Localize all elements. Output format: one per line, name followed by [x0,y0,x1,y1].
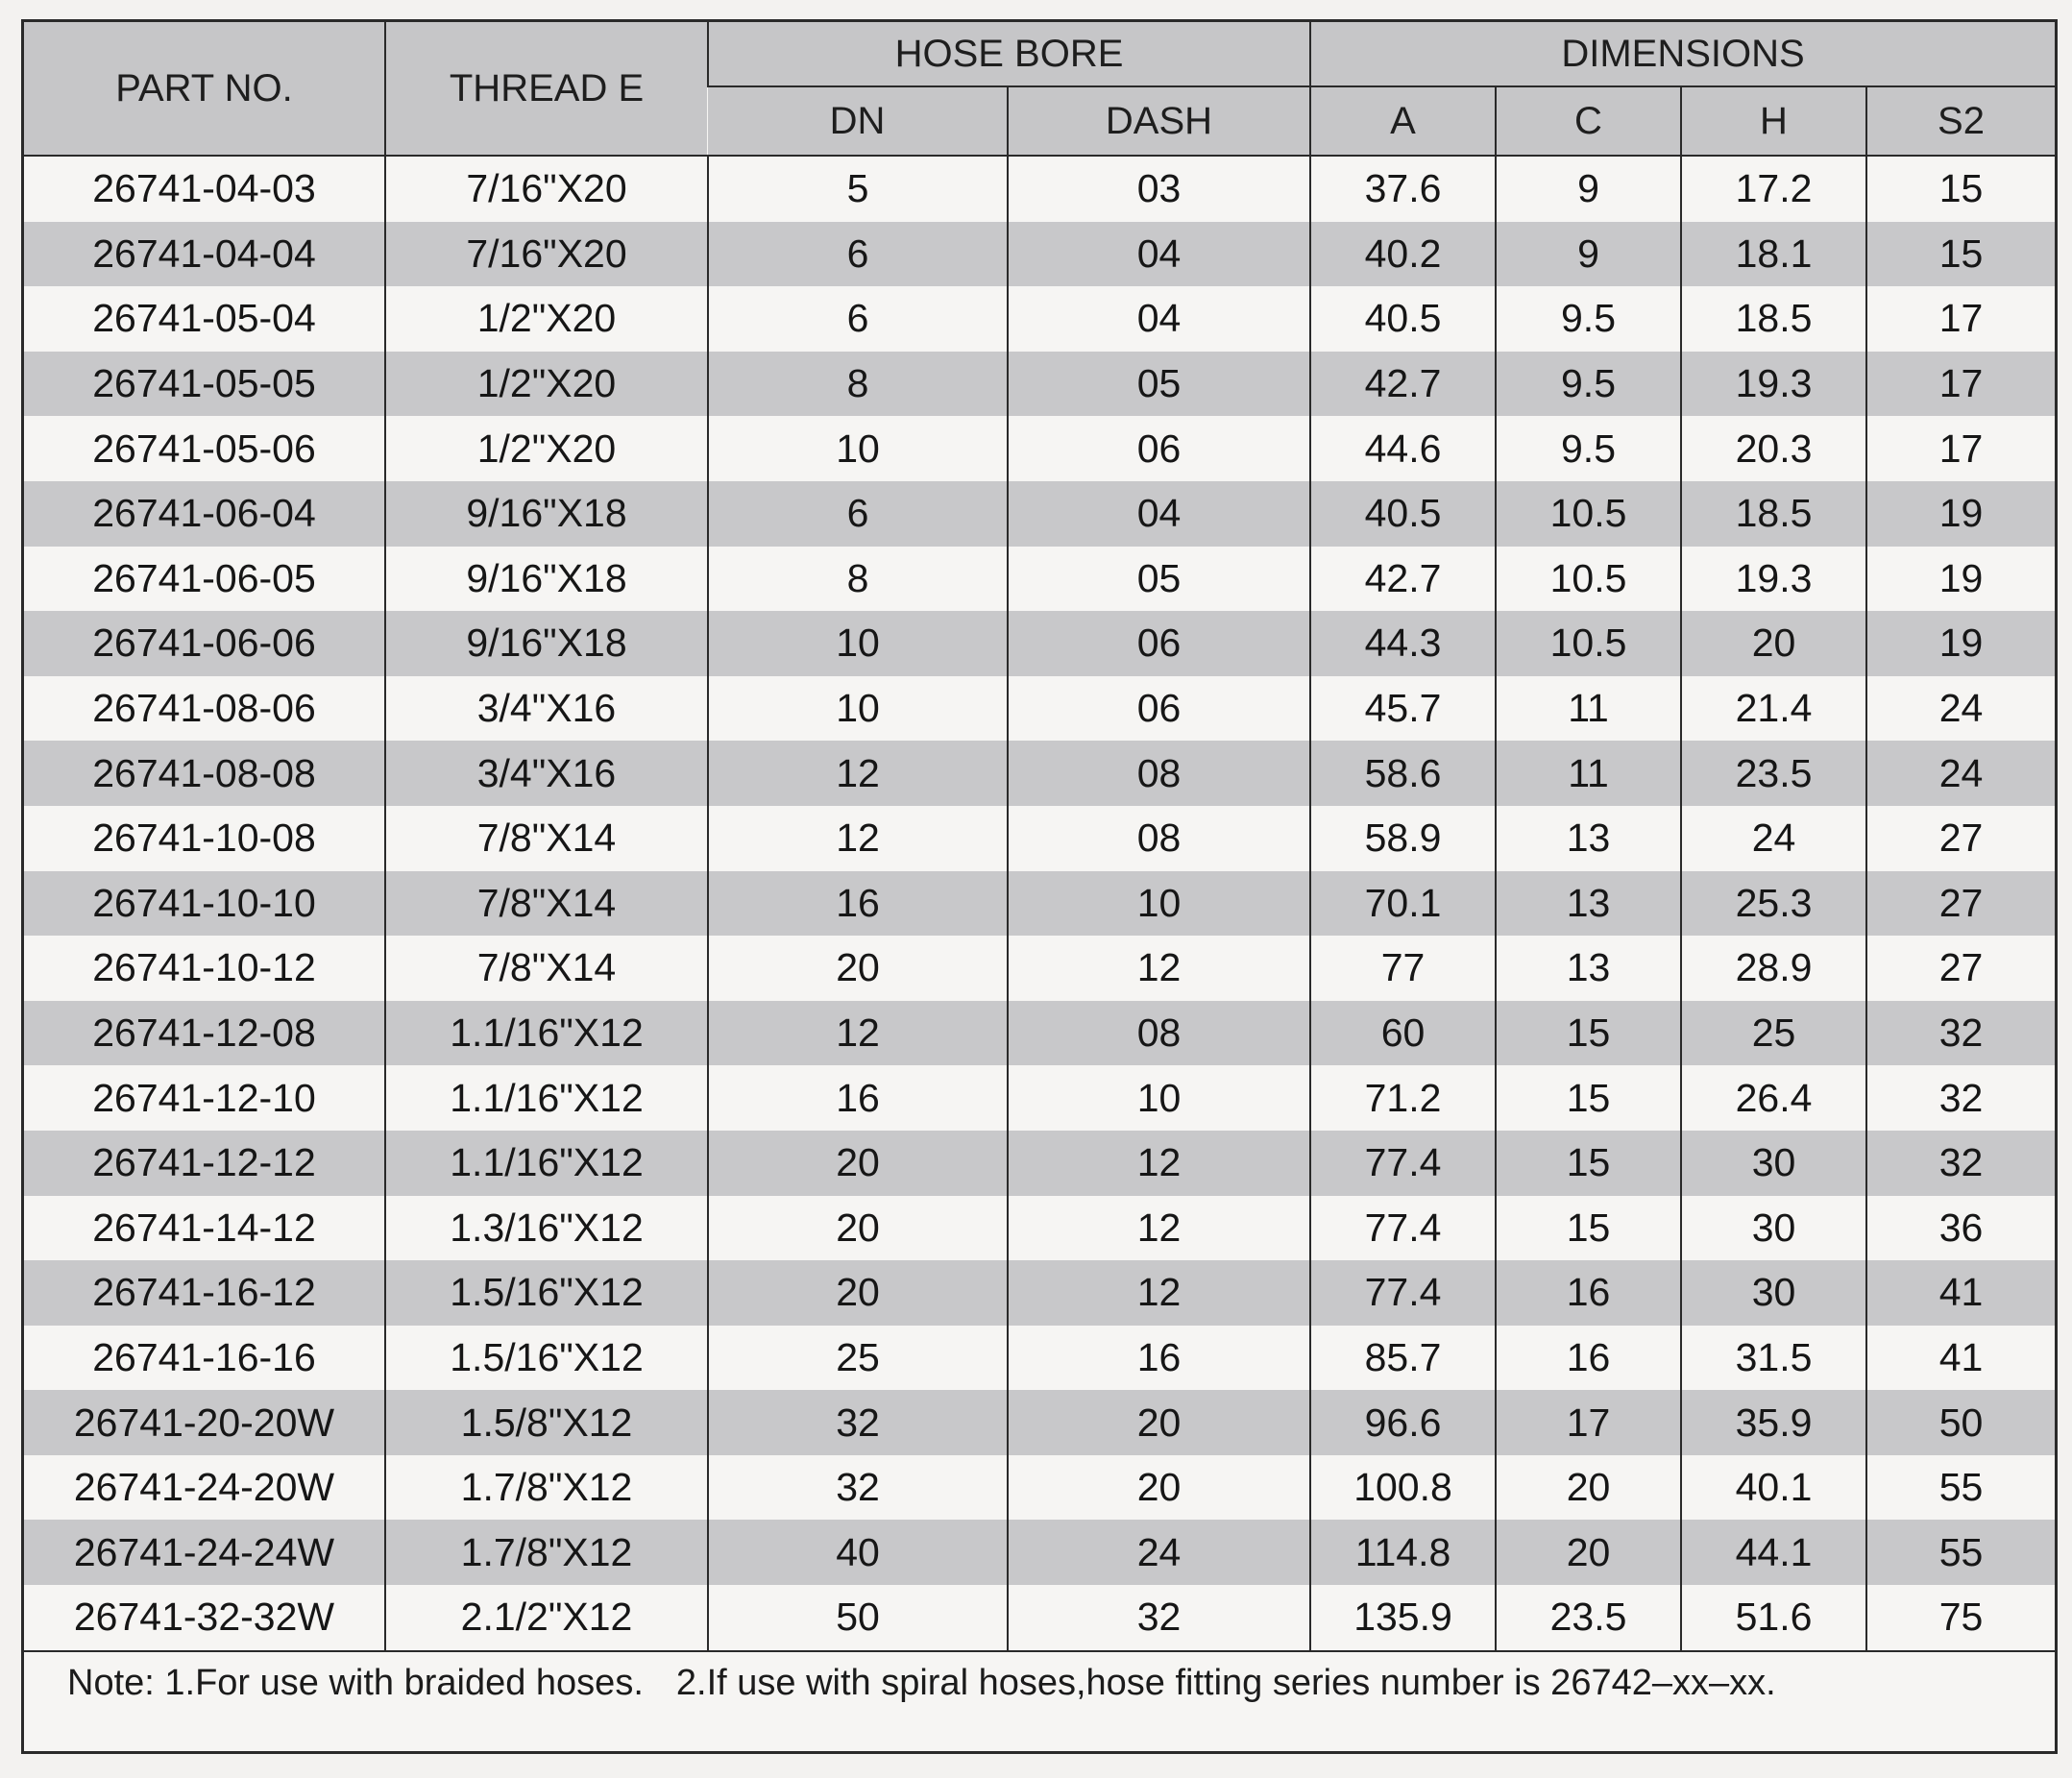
cell-a: 58.9 [1310,806,1496,871]
cell-part-no: 26741-06-05 [24,547,385,612]
col-header-s2: S2 [1866,86,2055,156]
cell-c: 9 [1496,156,1681,222]
cell-h: 23.5 [1681,741,1866,806]
table-row [24,871,2055,937]
cell-s2: 24 [1866,741,2055,806]
spec-sheet [21,19,2058,1754]
cell-thread: 2.1/2"X12 [385,1585,708,1651]
cell-a: 114.8 [1310,1520,1496,1585]
cell-h: 51.6 [1681,1585,1866,1651]
cell-h: 19.3 [1681,352,1866,417]
cell-a: 40.5 [1310,481,1496,547]
cell-dn: 32 [708,1455,1008,1521]
cell-part-no: 26741-24-20W [24,1455,385,1521]
cell-h: 35.9 [1681,1390,1866,1455]
cell-h: 18.5 [1681,481,1866,547]
cell-s2: 50 [1866,1390,2055,1455]
cell-h: 30 [1681,1131,1866,1196]
table-row [24,611,2055,676]
cell-thread: 9/16"X18 [385,611,708,676]
cell-a: 71.2 [1310,1065,1496,1131]
cell-dash: 12 [1008,936,1310,1001]
cell-dn: 16 [708,1065,1008,1131]
table-row [24,1260,2055,1326]
cell-part-no: 26741-04-03 [24,156,385,222]
cell-a: 77.4 [1310,1260,1496,1326]
cell-thread: 1/2"X20 [385,352,708,417]
cell-dn: 25 [708,1326,1008,1391]
cell-thread: 1.1/16"X12 [385,1131,708,1196]
cell-dash: 06 [1008,611,1310,676]
cell-dn: 20 [708,1131,1008,1196]
cell-c: 10.5 [1496,547,1681,612]
cell-h: 18.5 [1681,286,1866,352]
cell-c: 9.5 [1496,352,1681,417]
cell-dn: 20 [708,1260,1008,1326]
table-row [24,806,2055,871]
cell-h: 25 [1681,1001,1866,1066]
cell-thread: 1/2"X20 [385,286,708,352]
cell-part-no: 26741-10-12 [24,936,385,1001]
cell-thread: 1.1/16"X12 [385,1001,708,1066]
cell-c: 10.5 [1496,611,1681,676]
cell-thread: 1.7/8"X12 [385,1520,708,1585]
cell-h: 30 [1681,1260,1866,1326]
cell-c: 11 [1496,676,1681,742]
cell-s2: 27 [1866,806,2055,871]
cell-dash: 32 [1008,1585,1310,1651]
cell-s2: 55 [1866,1520,2055,1585]
cell-c: 16 [1496,1260,1681,1326]
cell-s2: 17 [1866,416,2055,481]
table-row [24,1131,2055,1196]
cell-dash: 16 [1008,1326,1310,1391]
cell-dn: 10 [708,676,1008,742]
cell-dn: 32 [708,1390,1008,1455]
table-row [24,1001,2055,1066]
cell-c: 10.5 [1496,481,1681,547]
cell-a: 85.7 [1310,1326,1496,1391]
cell-c: 11 [1496,741,1681,806]
cell-thread: 7/8"X14 [385,936,708,1001]
cell-dn: 20 [708,936,1008,1001]
cell-part-no: 26741-16-16 [24,1326,385,1391]
cell-h: 20.3 [1681,416,1866,481]
cell-c: 13 [1496,806,1681,871]
cell-c: 17 [1496,1390,1681,1455]
cell-h: 19.3 [1681,547,1866,612]
cell-dash: 20 [1008,1455,1310,1521]
table-row [24,741,2055,806]
cell-h: 21.4 [1681,676,1866,742]
cell-a: 77.4 [1310,1131,1496,1196]
cell-h: 31.5 [1681,1326,1866,1391]
cell-c: 20 [1496,1455,1681,1521]
cell-dash: 08 [1008,806,1310,871]
cell-c: 9.5 [1496,416,1681,481]
col-header-dn: DN [708,86,1008,156]
cell-a: 44.3 [1310,611,1496,676]
footnote [67,1663,1776,1704]
fitting-spec-table [24,22,2055,1652]
cell-s2: 19 [1866,481,2055,547]
cell-c: 16 [1496,1326,1681,1391]
table-row [24,286,2055,352]
cell-h: 24 [1681,806,1866,871]
cell-dn: 12 [708,1001,1008,1066]
cell-dn: 6 [708,222,1008,287]
cell-s2: 15 [1866,222,2055,287]
cell-part-no: 26741-06-04 [24,481,385,547]
cell-h: 25.3 [1681,871,1866,937]
cell-s2: 32 [1866,1065,2055,1131]
cell-dash: 06 [1008,416,1310,481]
cell-h: 18.1 [1681,222,1866,287]
cell-part-no: 26741-04-04 [24,222,385,287]
cell-thread: 1.5/8"X12 [385,1390,708,1455]
cell-part-no: 26741-14-12 [24,1196,385,1261]
col-header-a: A [1310,86,1496,156]
cell-a: 135.9 [1310,1585,1496,1651]
cell-dash: 05 [1008,547,1310,612]
cell-a: 70.1 [1310,871,1496,937]
table-row [24,1065,2055,1131]
cell-c: 13 [1496,871,1681,937]
cell-thread: 1.7/8"X12 [385,1455,708,1521]
cell-thread: 1.1/16"X12 [385,1065,708,1131]
cell-s2: 41 [1866,1326,2055,1391]
cell-dn: 6 [708,481,1008,547]
header-row-group [24,22,2055,86]
cell-a: 100.8 [1310,1455,1496,1521]
cell-h: 26.4 [1681,1065,1866,1131]
cell-part-no: 26741-05-06 [24,416,385,481]
cell-dash: 03 [1008,156,1310,222]
cell-part-no: 26741-06-06 [24,611,385,676]
cell-thread: 7/16"X20 [385,156,708,222]
col-header-h: H [1681,86,1866,156]
cell-dash: 12 [1008,1260,1310,1326]
cell-s2: 17 [1866,286,2055,352]
cell-dash: 20 [1008,1390,1310,1455]
cell-dn: 12 [708,741,1008,806]
cell-c: 15 [1496,1001,1681,1066]
cell-h: 28.9 [1681,936,1866,1001]
table-row [24,222,2055,287]
table-row [24,156,2055,222]
cell-dn: 40 [708,1520,1008,1585]
cell-part-no: 26741-12-12 [24,1131,385,1196]
cell-c: 20 [1496,1520,1681,1585]
cell-s2: 19 [1866,611,2055,676]
cell-part-no: 26741-20-20W [24,1390,385,1455]
cell-dn: 16 [708,871,1008,937]
cell-dash: 12 [1008,1196,1310,1261]
table-row [24,936,2055,1001]
table-row [24,1585,2055,1651]
cell-thread: 1.5/16"X12 [385,1326,708,1391]
col-header-c: C [1496,86,1681,156]
cell-part-no: 26741-05-05 [24,352,385,417]
footnote-braided: Note: 1.For use with braided hoses. [67,1663,644,1703]
cell-thread: 1/2"X20 [385,416,708,481]
group-header-dimensions: DIMENSIONS [1310,22,2055,86]
cell-part-no: 26741-12-10 [24,1065,385,1131]
cell-dash: 08 [1008,1001,1310,1066]
table-row [24,1455,2055,1521]
cell-dn: 12 [708,806,1008,871]
cell-a: 40.2 [1310,222,1496,287]
cell-part-no: 26741-16-12 [24,1260,385,1326]
cell-h: 20 [1681,611,1866,676]
cell-s2: 32 [1866,1001,2055,1066]
cell-dn: 20 [708,1196,1008,1261]
cell-a: 42.7 [1310,547,1496,612]
cell-thread: 3/4"X16 [385,741,708,806]
cell-dn: 8 [708,352,1008,417]
cell-thread: 1.5/16"X12 [385,1260,708,1326]
cell-c: 15 [1496,1131,1681,1196]
cell-s2: 41 [1866,1260,2055,1326]
cell-part-no: 26741-32-32W [24,1585,385,1651]
cell-c: 23.5 [1496,1585,1681,1651]
cell-dn: 10 [708,611,1008,676]
col-header-part-no: PART NO. [24,22,385,156]
cell-c: 9.5 [1496,286,1681,352]
cell-thread: 7/16"X20 [385,222,708,287]
cell-s2: 27 [1866,871,2055,937]
cell-a: 58.6 [1310,741,1496,806]
cell-h: 44.1 [1681,1520,1866,1585]
cell-c: 15 [1496,1065,1681,1131]
cell-s2: 75 [1866,1585,2055,1651]
cell-s2: 24 [1866,676,2055,742]
table-row [24,416,2055,481]
table-row [24,547,2055,612]
cell-dash: 06 [1008,676,1310,742]
cell-c: 15 [1496,1196,1681,1261]
cell-part-no: 26741-10-08 [24,806,385,871]
cell-a: 42.7 [1310,352,1496,417]
col-header-thread: THREAD E [385,22,708,156]
cell-s2: 36 [1866,1196,2055,1261]
cell-h: 40.1 [1681,1455,1866,1521]
cell-a: 44.6 [1310,416,1496,481]
cell-s2: 15 [1866,156,2055,222]
cell-s2: 55 [1866,1455,2055,1521]
cell-dash: 24 [1008,1520,1310,1585]
cell-thread: 7/8"X14 [385,871,708,937]
cell-a: 60 [1310,1001,1496,1066]
cell-dn: 50 [708,1585,1008,1651]
cell-c: 13 [1496,936,1681,1001]
cell-part-no: 26741-12-08 [24,1001,385,1066]
table-row [24,1390,2055,1455]
cell-s2: 17 [1866,352,2055,417]
table-row [24,676,2055,742]
cell-s2: 32 [1866,1131,2055,1196]
cell-s2: 19 [1866,547,2055,612]
cell-a: 37.6 [1310,156,1496,222]
cell-dn: 10 [708,416,1008,481]
cell-part-no: 26741-08-06 [24,676,385,742]
cell-dn: 5 [708,156,1008,222]
table-row [24,481,2055,547]
cell-dn: 8 [708,547,1008,612]
cell-part-no: 26741-05-04 [24,286,385,352]
cell-a: 96.6 [1310,1390,1496,1455]
cell-c: 9 [1496,222,1681,287]
cell-part-no: 26741-24-24W [24,1520,385,1585]
cell-part-no: 26741-08-08 [24,741,385,806]
cell-thread: 3/4"X16 [385,676,708,742]
cell-thread: 9/16"X18 [385,481,708,547]
cell-dash: 04 [1008,481,1310,547]
table-row [24,1520,2055,1585]
table-body [24,156,2055,1651]
cell-thread: 9/16"X18 [385,547,708,612]
cell-a: 77 [1310,936,1496,1001]
cell-a: 45.7 [1310,676,1496,742]
cell-a: 77.4 [1310,1196,1496,1261]
cell-h: 17.2 [1681,156,1866,222]
cell-dash: 04 [1008,286,1310,352]
cell-s2: 27 [1866,936,2055,1001]
table-row [24,1326,2055,1391]
col-header-dash: DASH [1008,86,1310,156]
cell-dash: 12 [1008,1131,1310,1196]
cell-part-no: 26741-10-10 [24,871,385,937]
cell-dash: 10 [1008,1065,1310,1131]
cell-h: 30 [1681,1196,1866,1261]
table-row [24,1196,2055,1261]
cell-thread: 1.3/16"X12 [385,1196,708,1261]
cell-thread: 7/8"X14 [385,806,708,871]
cell-dash: 04 [1008,222,1310,287]
footnote-spiral: 2.If use with spiral hoses,hose fitting series number is 26742–xx–xx. [675,1663,1776,1703]
cell-dash: 08 [1008,741,1310,806]
cell-dash: 05 [1008,352,1310,417]
cell-dn: 6 [708,286,1008,352]
group-header-hose-bore: HOSE BORE [708,22,1310,86]
table-row [24,352,2055,417]
cell-dash: 10 [1008,871,1310,937]
cell-a: 40.5 [1310,286,1496,352]
